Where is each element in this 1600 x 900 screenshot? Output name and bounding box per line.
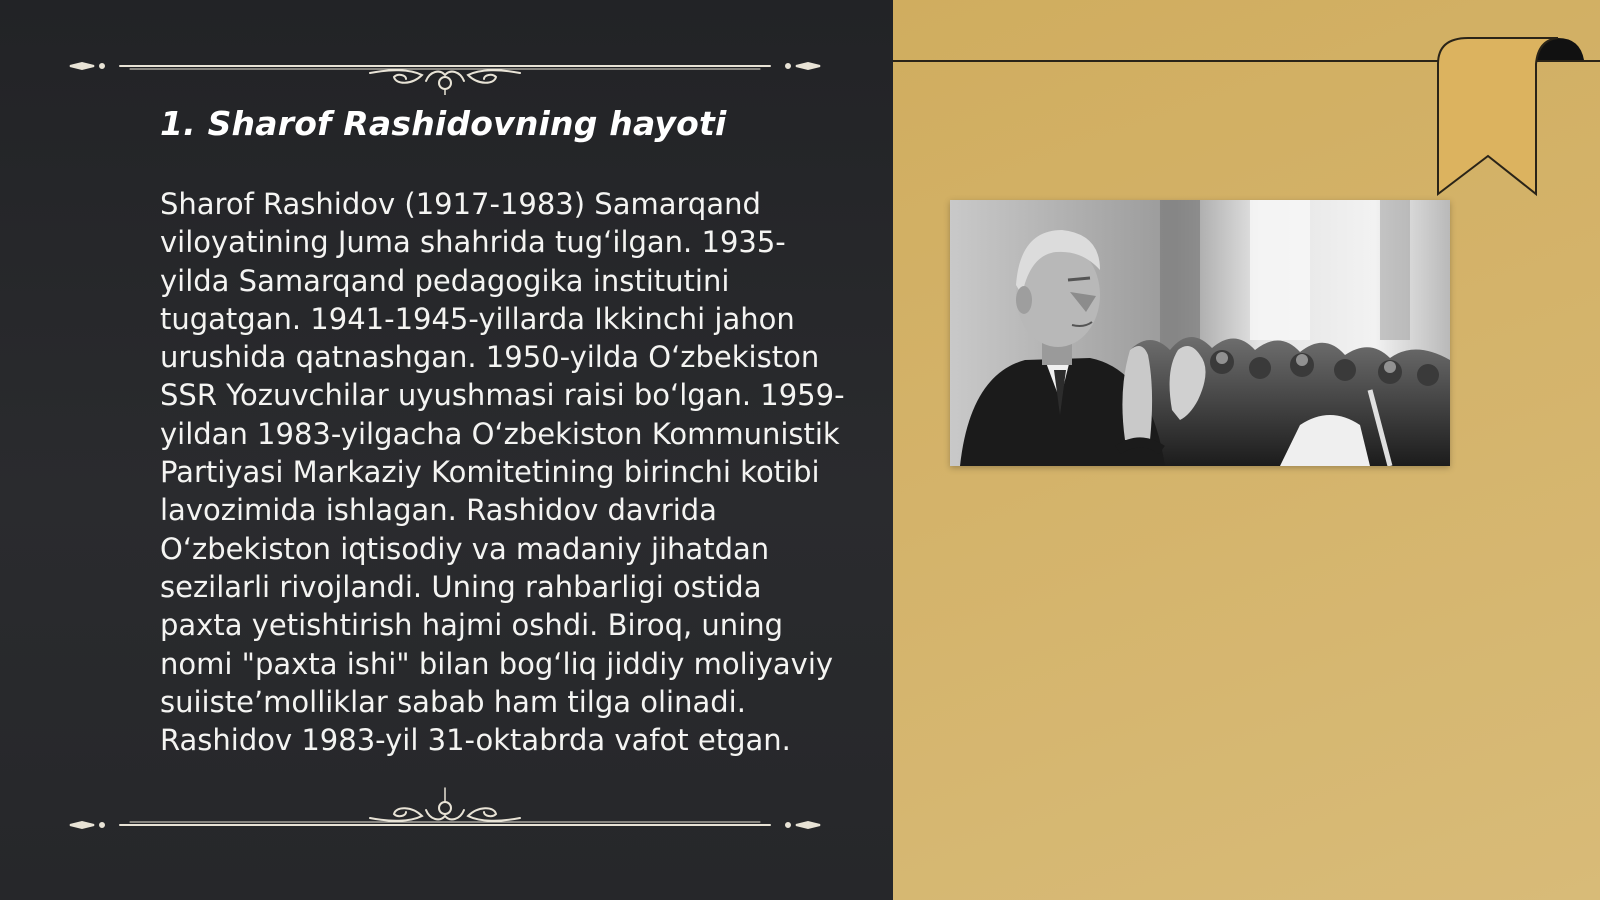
bottom-scroll-divider-icon <box>60 782 830 832</box>
slide-title: 1. Sharof Rashidovning hayoti <box>160 104 727 143</box>
slide-body-text: Sharof Rashidov (1917-1983) Samarqand viloyatining Juma shahrida tug‘ilgan. 1935-yilda Samarqand pedagogika institutini tugatgan. 1941-1945-yillarda Ikkinchi jahon urushida qatnashgan. 1950-yilda O‘zbekiston SSR Yozuvchilar uyushmasi raisi bo‘lgan. 1959-yildan 1983-yilgacha O‘zbekiston Kommunistik Partiyasi Markaziy Komitetining birinchi kotibi lavozimida ishlagan. Rashidov davrida O‘zbekiston iqtisodiy va madaniy jihatdan sezilarli rivojlandi. Uning rahbarligi ostida paxta yetishtirish hajmi oshdi. Biroq, uning nomi "paxta ishi" bilan bog‘liq jiddiy moliyaviy suiiste’molliklar sabab ham tilga olinadi. Rashidov 1983-yil 31-oktabrda vafot etgan. <box>160 187 845 758</box>
bookmark-ribbon-icon <box>1434 34 1584 199</box>
top-scroll-divider-icon <box>60 45 830 95</box>
rashidov-portrait-photo <box>950 200 1450 466</box>
